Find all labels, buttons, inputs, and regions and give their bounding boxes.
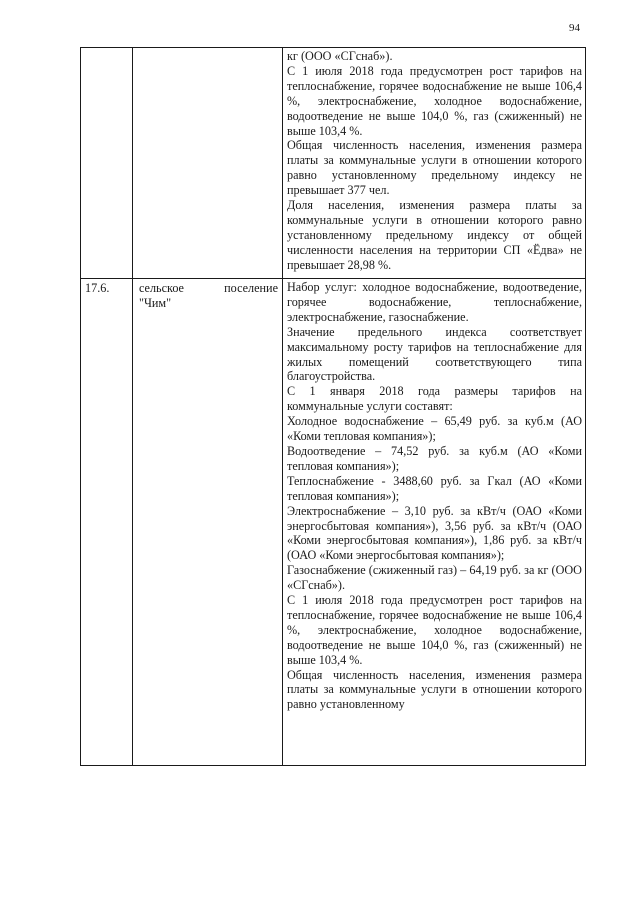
paragraph: Водоотведение – 74,52 руб. за куб.м (АО «Коми тепловая компания»); <box>287 443 582 473</box>
paragraph: Теплоснабжение - 3488,60 руб. за Гкал (АО «Коми тепловая компания»); <box>287 473 582 503</box>
row-number-cell: 17.6. <box>81 279 133 766</box>
paragraph: Газоснабжение (сжиженный газ) – 64,19 руб. за кг (ООО «СГснаб»). <box>287 563 582 593</box>
description-cell <box>283 279 586 766</box>
description-cell <box>283 48 586 279</box>
paragraph: С 1 июля 2018 года предусмотрен рост тарифов на теплоснабжение, горячее водоснабжение не выше 106,4 %, электроснабжение, холодное водоснабжение, водоотведение не выше 104,0 %, газ (сжиженный) не выше 103,4 %. <box>287 63 582 138</box>
tariff-table <box>80 47 586 766</box>
municipality-name: "Чим" <box>139 296 172 310</box>
page-number: 94 <box>569 22 580 34</box>
paragraph: Электроснабжение – 3,10 руб. за кВт/ч (ОАО «Коми энергосбытовая компания»), 3,56 руб. за кВт/ч (ОАО «Коми энергосбытовая компания»), 1,86 руб. за кВт/ч (ОАО «Коми энергосбытовая компания»); <box>287 503 582 563</box>
paragraph: С 1 июля 2018 года предусмотрен рост тарифов на теплоснабжение, горячее водоснабжение не выше 106,4 %, электроснабжение, холодное водоснабжение, водоотведение не выше 104,0 %, газ (сжиженный) не выше 103,4 %. <box>287 593 582 667</box>
row-number-cell <box>81 48 133 279</box>
paragraph: Общая численность населения, изменения размера платы за коммунальные услуги в отношении которого равно установленному <box>287 667 582 712</box>
table-row <box>81 279 586 766</box>
paragraph: Общая численность населения, изменения размера платы за коммунальные услуги в отношении которого равно установленному предельному индексу не превышает 377 чел. <box>287 138 582 198</box>
municipality-type: сельское поселение <box>139 281 278 295</box>
paragraph: С 1 января 2018 года размеры тарифов на коммунальные услуги составят: <box>287 384 582 414</box>
table-row <box>81 48 586 279</box>
paragraph: Набор услуг: холодное водоснабжение, водоотведение, горячее водоснабжение, теплоснабжение, электроснабжение, газоснабжение. <box>287 280 582 324</box>
paragraph: Значение предельного индекса соответствует максимальному росту тарифов на теплоснабжение для жилых помещений соответствующего типа благоустройства. <box>287 324 582 384</box>
municipality-cell <box>133 48 283 279</box>
paragraph: кг (ООО «СГснаб»). <box>287 49 393 63</box>
paragraph: Холодное водоснабжение – 65,49 руб. за куб.м (АО «Коми тепловая компания»); <box>287 414 582 444</box>
municipality-cell <box>133 279 283 766</box>
paragraph: Доля населения, изменения размера платы за коммунальные услуги в отношении которого равно установленному предельному индексу от общей численности населения на территории СП «Ёдва» не превышает 28,98 %. <box>287 198 582 272</box>
